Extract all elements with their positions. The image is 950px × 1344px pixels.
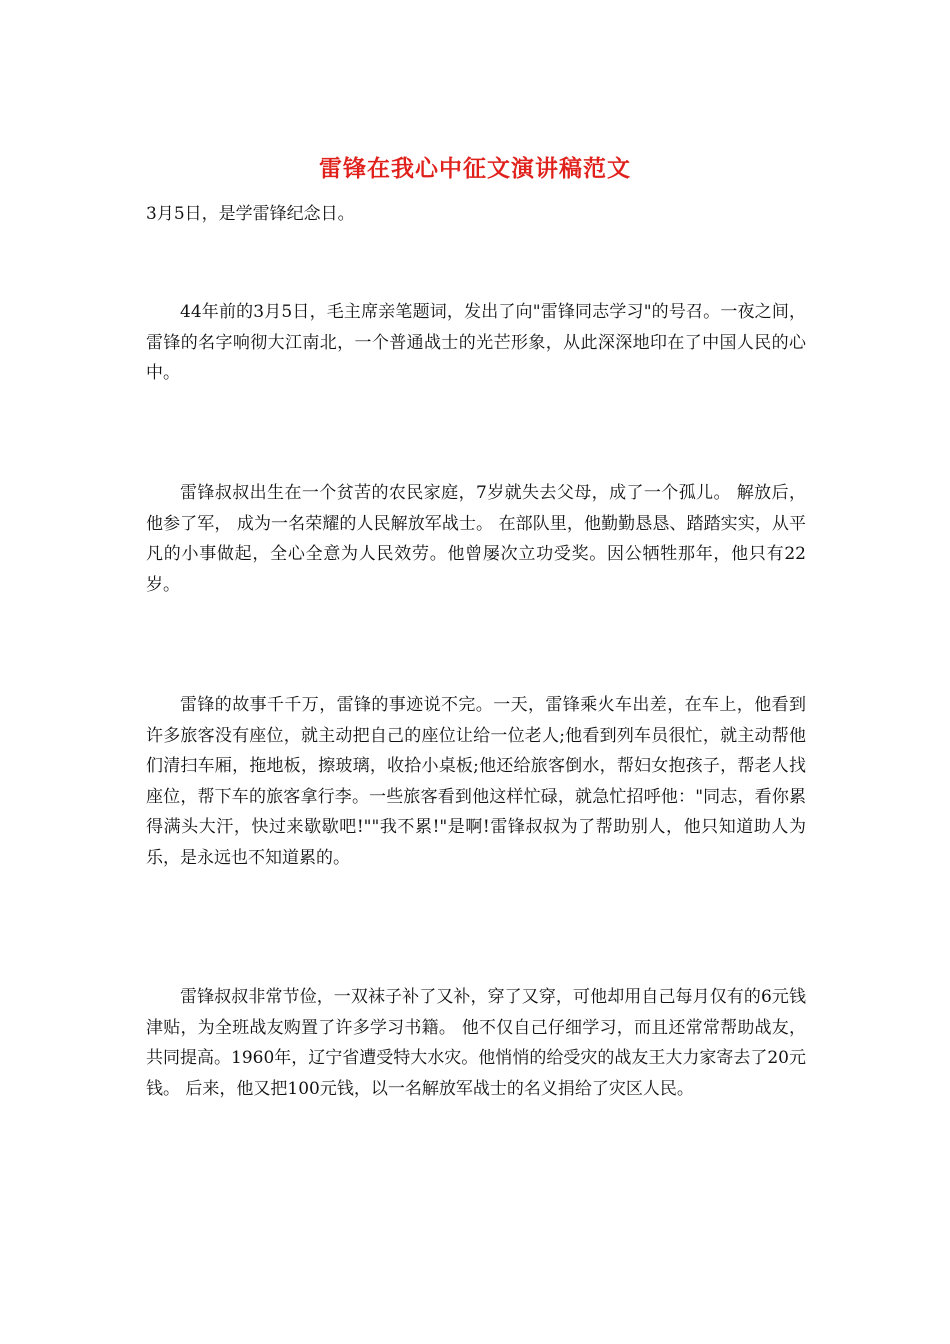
paragraph-3: 雷锋的故事千千万，雷锋的事迹说不完。一天，雷锋乘火车出差，在车上，他看到许多旅客没有座位，就主动把自己的座位让给一位老人;他看到列车员很忙，就主动帮他们清扫车厢，拖地板，擦玻璃，收拾小桌板;他还给旅客倒水，帮妇女抱孩子，帮老人找座位，帮下车的旅客拿行李。一些旅客看到他这样忙碌，就急忙招呼他："同志，看你累得满头大汗，快过来歇歇吧!""我不累!"是啊!雷锋叔叔为了帮助别人，他只知道助人为乐，是永远也不知道累的。 <box>146 695 806 868</box>
document-title: 雷锋在我心中征文演讲稿范文 <box>319 155 631 182</box>
paragraph-1: 44年前的3月5日，毛主席亲笔题词，发出了向"雷锋同志学习"的号召。一夜之间，雷锋的名字响彻大江南北，一个普通战士的光芒形象，从此深深地印在了中国人民的心中。 <box>146 302 806 383</box>
paragraph-4: 雷锋叔叔非常节俭，一双袜子补了又补，穿了又穿，可他却用自己每月仅有的6元钱津贴，为全班战友购置了许多学习书籍。 他不仅自己仔细学习，而且还常常帮助战友，共同提高。1960年，辽宁省遭受特大水灾。他悄悄的给受灾的战友王大力家寄去了20元钱。 后来，他又把100元钱，以一名解放军战士的名义捐给了灾区人民。 <box>146 987 806 1099</box>
intro-line: 3月5日，是学雷锋纪念日。 <box>146 204 355 224</box>
paragraph-2: 雷锋叔叔出生在一个贫苦的农民家庭，7岁就失去父母，成了一个孤儿。 解放后，他参了军， 成为一名荣耀的人民解放军战士。 在部队里，他勤勤恳恳、踏踏实实，从平凡的小事做起，全心全意为人民效劳。他曾屡次立功受奖。因公牺牲那年，他只有22岁。 <box>146 483 806 595</box>
